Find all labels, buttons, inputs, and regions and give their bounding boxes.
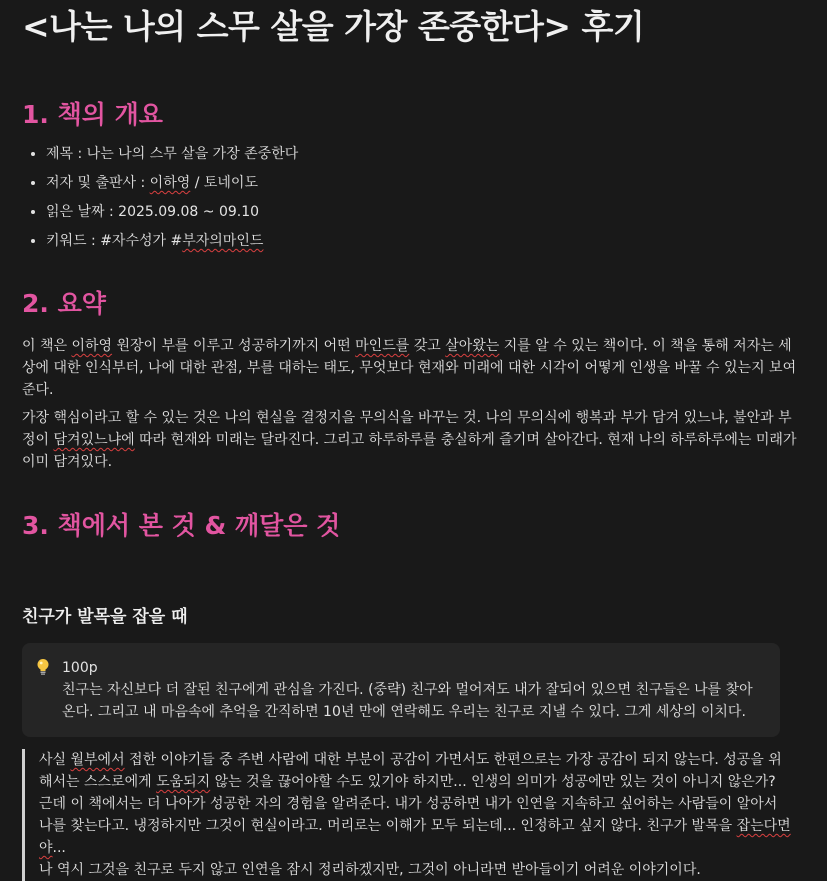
item-value: #자수성가 # (100, 233, 183, 249)
section-heading-summary[interactable]: 2. 요약 (22, 289, 106, 318)
text-run: 지를 알 수 있는 책이다. 이 책을 통해 저자는 세상에 대한 인식부터, 나에 대한 관점, 부를 대하는 태도, 무엇보다 현재와 미래에 대한 시각이 어떻게 인생을 바꿀 수 있는지 보여준다. (22, 338, 797, 398)
section-heading-insights[interactable]: 3. 책에서 본 것 & 깨달은 것 (22, 511, 341, 540)
summary-paragraph-1[interactable] (22, 335, 805, 401)
text-run: 사실 (39, 752, 71, 768)
list-item[interactable] (46, 173, 805, 193)
text-run: 살아왔는 (445, 338, 500, 354)
list-item[interactable] (46, 231, 805, 251)
summary-paragraph-2[interactable] (22, 407, 805, 473)
text-run: 마인드를 (355, 338, 410, 354)
item-value: 2025.09.08 ~ 09.10 (118, 204, 260, 220)
item-value-rest: / 토네이도 (190, 175, 258, 191)
list-item[interactable] (46, 144, 805, 164)
callout-block[interactable] (22, 643, 780, 737)
item-label: 키워드 : (46, 233, 101, 249)
text-run: 잡는다면야 (39, 818, 791, 856)
text-run: 월부에서 (70, 752, 125, 768)
text-run: 갖고 (409, 338, 446, 354)
item-value: 나는 나의 스무 살을 가장 존중한다 (86, 146, 299, 162)
item-label: 저자 및 출판사 : (46, 175, 150, 191)
lightbulb-icon (36, 658, 50, 676)
list-item[interactable] (46, 202, 805, 222)
quote-block[interactable] (22, 749, 792, 881)
page-title[interactable]: <나는 나의 스무 살을 가장 존중한다> 후기 (22, 7, 645, 46)
callout-body (62, 657, 764, 723)
callout-text: 친구는 자신보다 더 잘된 친구에게 관심을 가진다. (중략) 친구와 멀어져도 내가 잘되어 있으면 친구들은 나를 찾아온다. 그리고 내 마음속에 추억을 간직하면 10년 만에 연락해도 우리는 친구로 지낼 수 있다. 그게 세상의 이치다. (62, 682, 753, 720)
item-value-rest: 부자의마인드 (182, 233, 264, 249)
text-run: 접한 이야기들 중 주변 사람에 대한 부분이 공감이 가면서도 한편으로는 가장 공감이 되지 않는다. 성공을 위해서는 스스로에게 (39, 752, 782, 790)
quote-line-1 (39, 749, 792, 793)
text-run: 이하영 (71, 338, 113, 354)
text-run: 도움되지 (156, 774, 211, 790)
item-label: 읽은 날짜 : (46, 204, 119, 220)
section-heading-overview[interactable]: 1. 책의 개요 (22, 100, 163, 129)
quote-line-3: 나 역시 그것을 친구로 두지 않고 인연을 잠시 정리하겠지만, 그것이 아니라면 받아들이기 어려운 이야기이다. (39, 862, 701, 878)
text-run: ... (52, 840, 66, 856)
quote-line-2 (39, 793, 792, 859)
text-run: 근데 이 책에서는 더 나아가 성공한 자의 경험을 알려준다. 내가 성공하면 내가 인연을 지속하고 싶어하는 사람들이 알아서 나를 찾는다고. 냉정하지만 그것이 현실이라고. 머리로는 이해가 모두 되는데... 인정하고 싶지 않다. 친구가 발목을 (39, 796, 778, 834)
overview-list (22, 144, 805, 251)
text-run: 않는 것을 끊어야할 수도 있기야 하지만... 인생의 의미가 성공에만 있는 것이 아니지 않은가? (210, 774, 776, 790)
text-run: 담겨있느냐에 (53, 432, 135, 448)
item-label: 제목 : (46, 146, 87, 162)
text-run: 원장이 부를 이루고 성공하기까지 어떤 (112, 338, 356, 354)
callout-page: 100p (62, 660, 98, 676)
subheading[interactable]: 친구가 발목을 잡을 때 (22, 607, 188, 627)
text-run: 따라 현재와 미래는 달라진다. 그리고 하루하루를 충실하게 즐기며 살아간다. 현재 나의 하루하루에는 미래가 이미 담겨있다. (22, 432, 797, 470)
text-run: 이 책은 (22, 338, 72, 354)
item-value: 이하영 (149, 175, 191, 191)
text-run: 가장 핵심이라고 할 수 있는 것은 나의 현실을 결정지을 무의식을 바꾸는 것. 나의 무의식에 행복과 부가 담겨 있느냐, 불안과 부정이 (22, 410, 792, 448)
